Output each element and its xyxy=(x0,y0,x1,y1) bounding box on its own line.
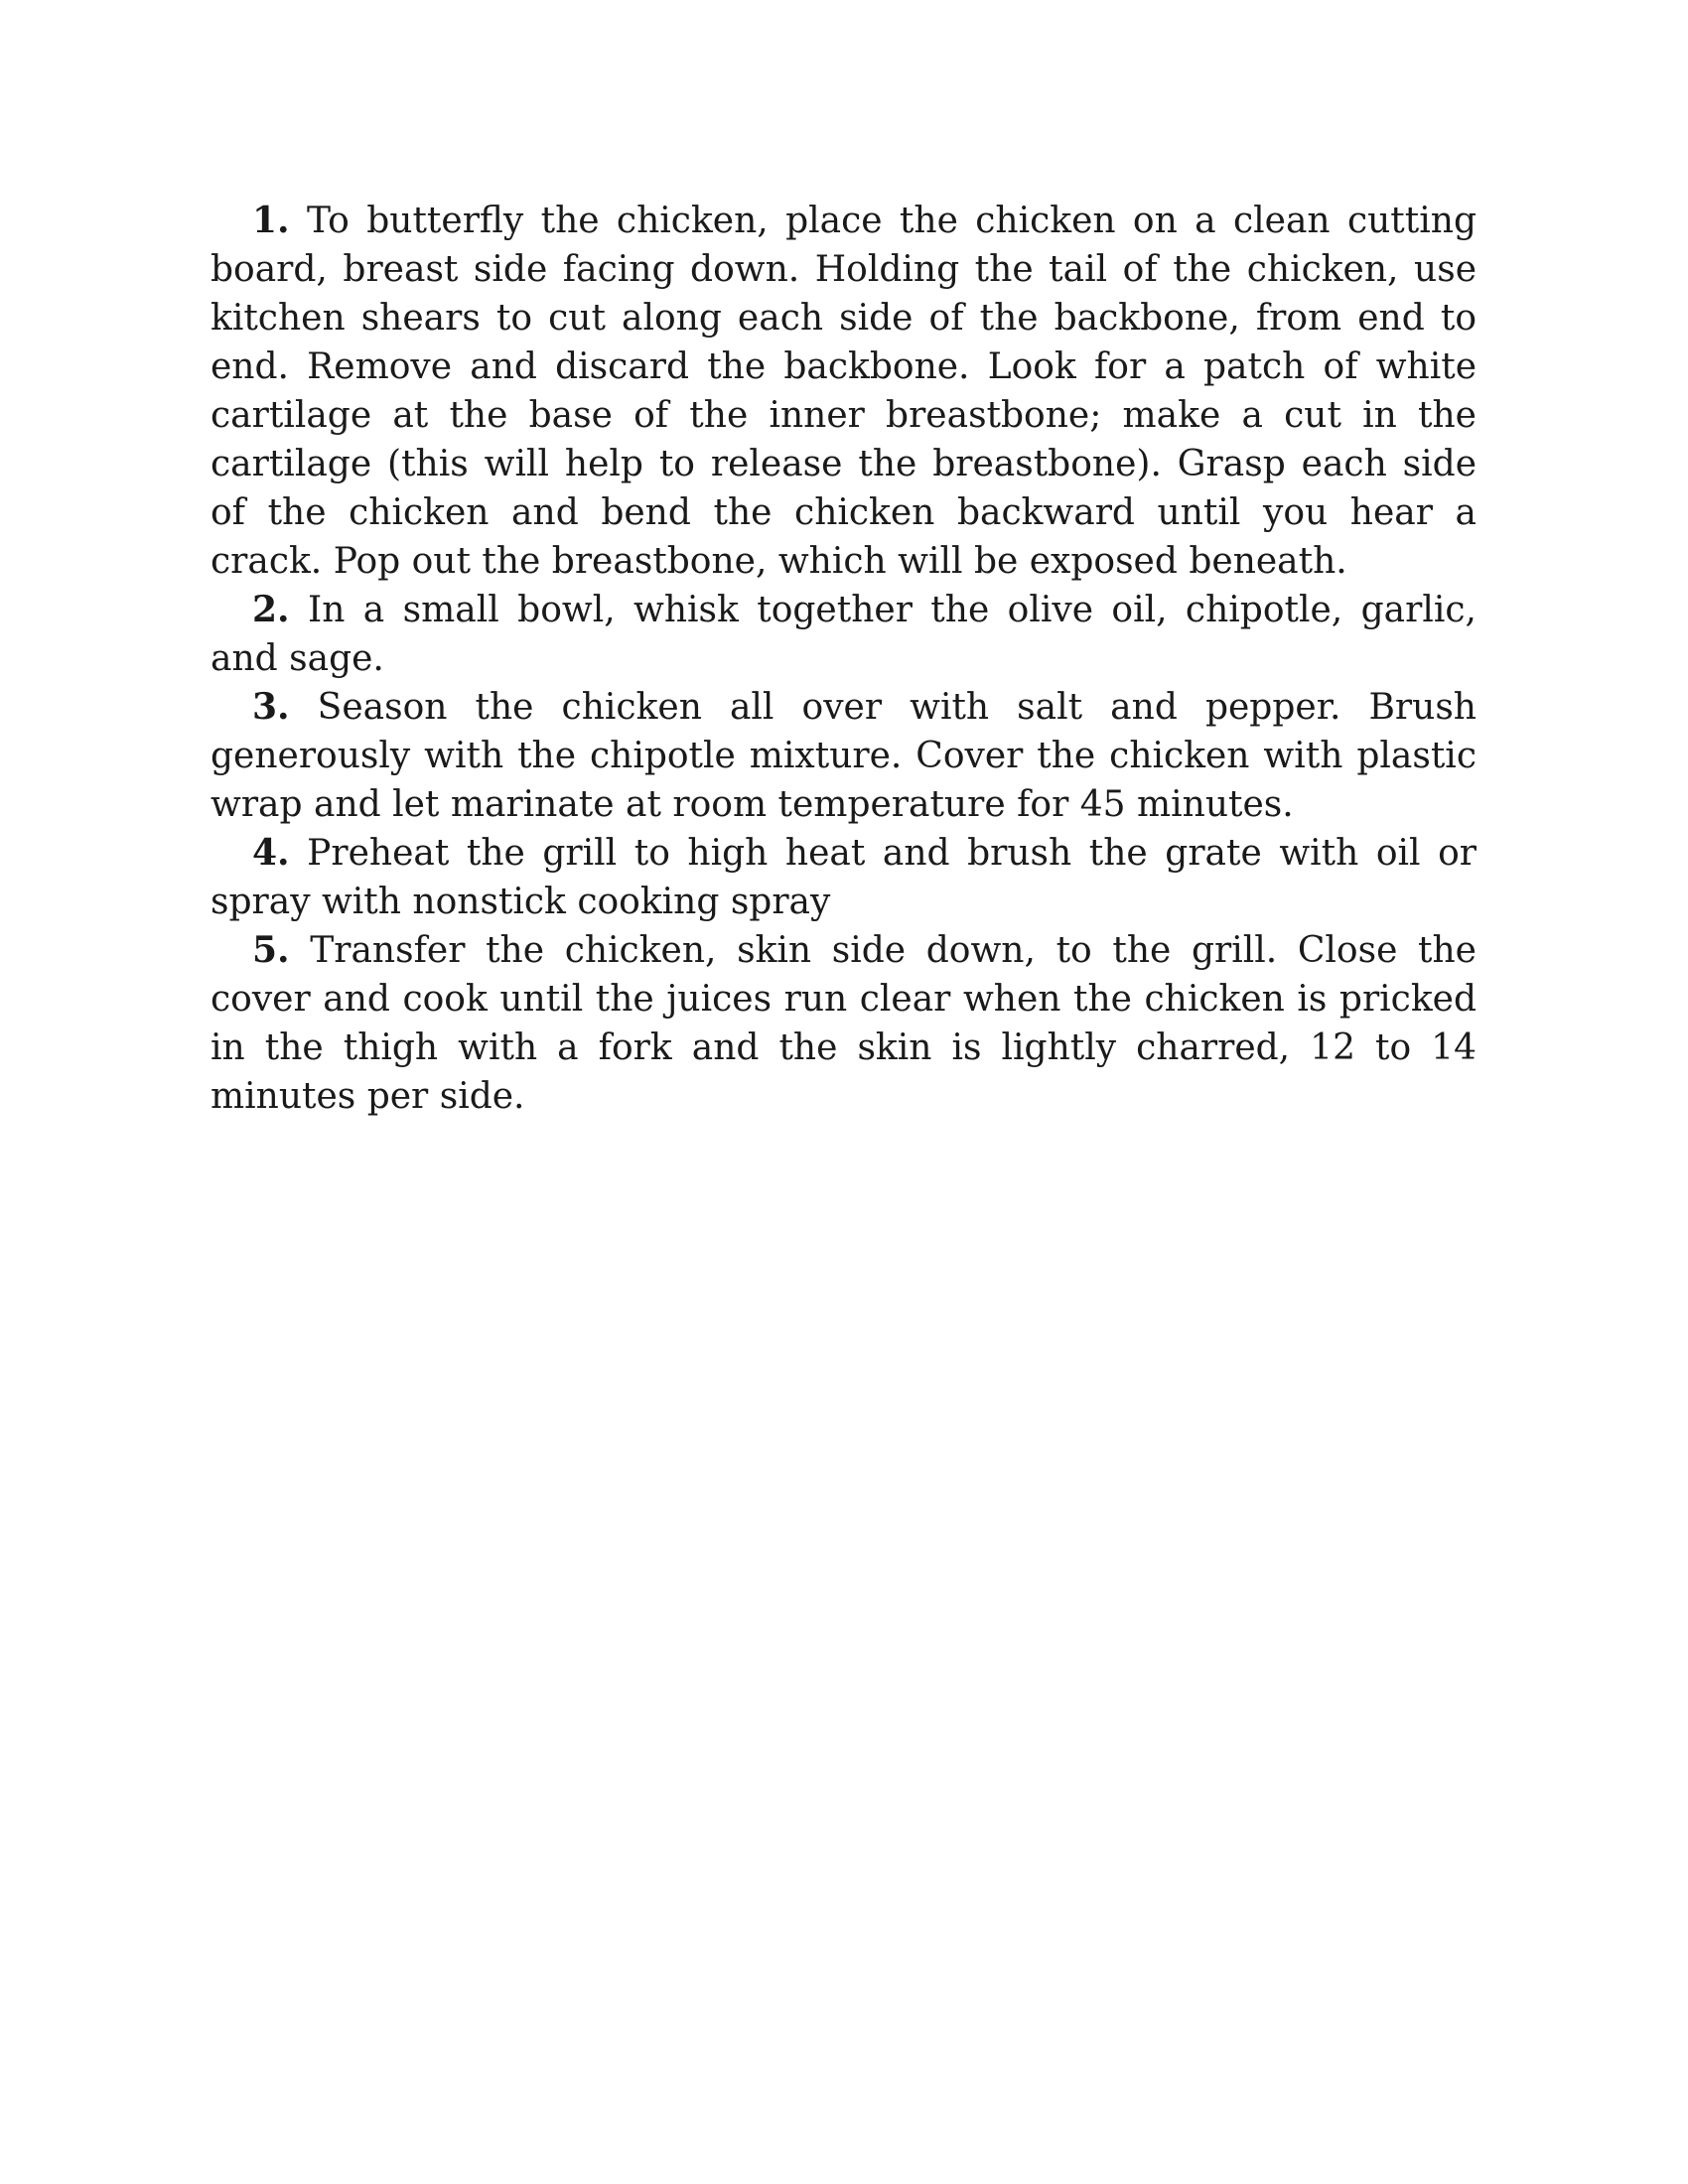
step-text: Preheat the grill to high heat and brush the grate with oil or spray with nonstick cooking spray xyxy=(211,833,1477,922)
step-number: 3. xyxy=(252,686,290,728)
step-text: In a small bowl, whisk together the olive oil, chipotle, garlic, and sage. xyxy=(211,590,1477,679)
step-1 xyxy=(211,197,1477,586)
step-text: Transfer the chicken, skin side down, to the grill. Close the cover and cook until the juices run clear when the chicken is pricked in the thigh with a fork and the skin is lightly charred, 12 to 14 minutes per side. xyxy=(211,930,1477,1117)
step-2 xyxy=(211,586,1477,683)
step-4 xyxy=(211,829,1477,926)
step-number: 2. xyxy=(252,589,290,630)
step-5 xyxy=(211,926,1477,1121)
step-number: 4. xyxy=(252,832,290,874)
step-3 xyxy=(211,683,1477,829)
step-number: 1. xyxy=(252,200,290,241)
step-number: 5. xyxy=(252,929,290,971)
step-text: To butterfly the chicken, place the chicken on a clean cutting board, breast side facing down. Holding the tail of the chicken, use kitchen shears to cut along each side of the backbone, from end to end. Remove and discard the backbone. Look for a patch of white cartilage at the base of the inner breastbone; make a cut in the cartilage (this will help to release the breastbone). Grasp each side of the chicken and bend the chicken backward until you hear a crack. Pop out the breastbone, which will be exposed beneath. xyxy=(211,201,1477,582)
step-text: Season the chicken all over with salt and pepper. Brush generously with the chipotle mixture. Cover the chicken with plastic wrap and let marinate at room temperature for 45 minutes. xyxy=(211,687,1477,825)
recipe-instructions xyxy=(211,197,1477,1121)
